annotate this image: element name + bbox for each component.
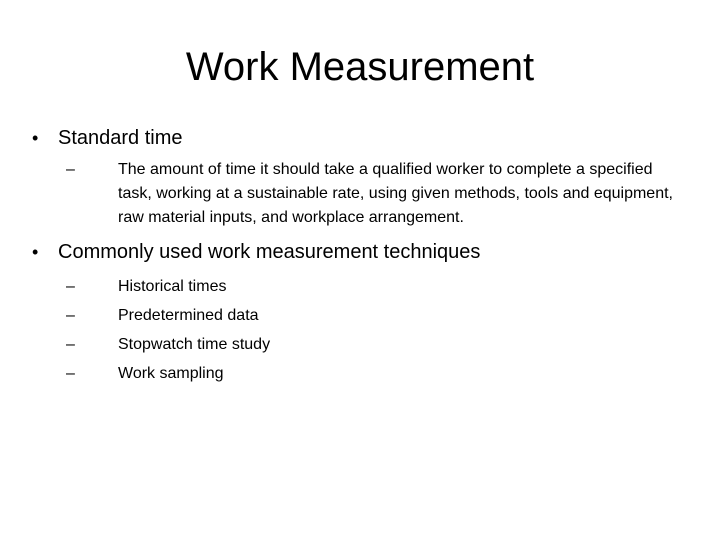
sub-bullet-list (58, 272, 690, 388)
sub-bullet-item (58, 301, 690, 330)
dash-icon: – (66, 307, 75, 324)
sub-bullet-item (58, 330, 690, 359)
sub-bullet-text: Predetermined data (118, 307, 259, 324)
dash-icon: – (66, 278, 75, 295)
bullet-icon: • (32, 128, 39, 148)
dash-icon: – (66, 365, 75, 382)
dash-icon: – (66, 336, 75, 353)
bullet-item-standard-time (30, 124, 690, 230)
sub-bullet-text: Stopwatch time study (118, 336, 271, 353)
sub-bullet-item (58, 158, 690, 230)
slide-body (30, 124, 690, 396)
sub-bullet-text: Historical times (118, 278, 227, 295)
bullet-item-techniques (30, 238, 690, 388)
bullet-list (30, 124, 690, 388)
sub-bullet-item (58, 359, 690, 388)
sub-bullet-item (58, 272, 690, 301)
slide-title: Work Measurement (185, 45, 535, 89)
sub-bullet-list (58, 158, 690, 230)
bullet-text: Commonly used work measurement techniques (58, 241, 481, 263)
sub-bullet-text: Work sampling (118, 365, 224, 382)
dash-icon: – (66, 161, 75, 178)
bullet-text: Standard time (58, 127, 183, 149)
sub-bullet-text: The amount of time it should take a qualified worker to complete a specified task, working at a sustainable rate, using given methods, tools and equipment, raw material inputs, and workplace arrangement. (118, 161, 673, 226)
bullet-icon: • (32, 242, 39, 262)
